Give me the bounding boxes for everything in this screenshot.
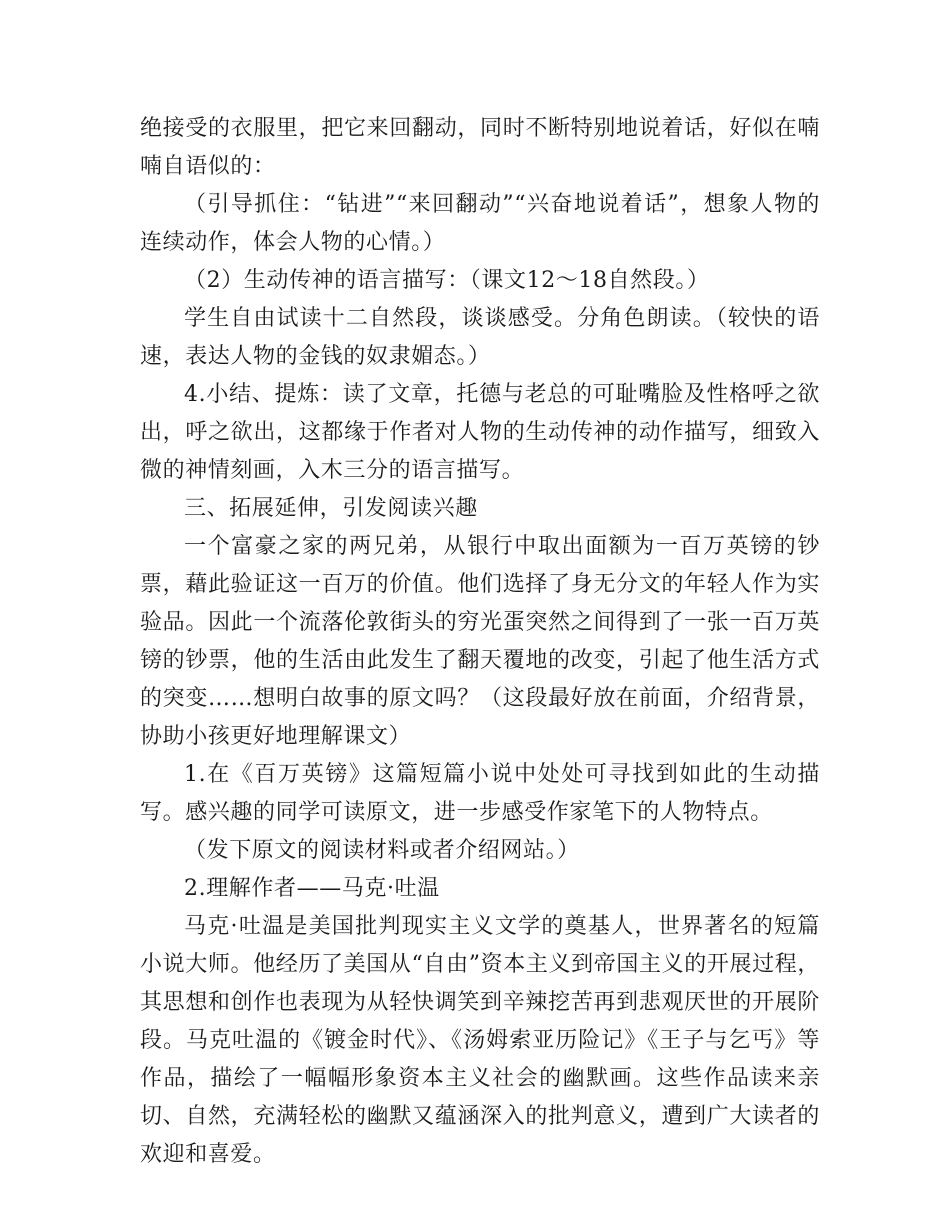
document-body xyxy=(140,110,820,1174)
paragraph-8: 1.在《百万英镑》这篇短篇小说中处处可寻找到如此的生动描写。感兴趣的同学可读原文，进一步感受作家笔下的人物特点。 xyxy=(140,762,820,825)
paragraph-4: 学生自由试读十二自然段，谈谈感受。分角色朗读。（较快的语速，表达人物的金钱的奴隶媚态。） xyxy=(140,306,820,369)
paragraph-11: 马克·吐温是美国批判现实主义文学的奠基人，世界著名的短篇小说大师。他经历了美国从“自由”资本主义到帝国主义的开展过程，其思想和创作也表现为从轻快调笑到辛辣挖苦再到悲观厌世的开展阶段。马克吐温的《镀金时代》、《汤姆索亚历险记》《王子与乞丐》等作品，描绘了一幅幅形象资本主义社会的幽默画。这些作品读来亲切、自然，充满轻松的幽默又蕴涵深入的批判意义，遭到广大读者的欢迎和喜爱。 xyxy=(140,914,820,1167)
paragraph-1: 绝接受的衣服里，把它来回翻动，同时不断特别地说着话，好似在喃喃自语似的： xyxy=(140,116,820,179)
paragraph-3: （2）生动传神的语言描写：（课文12～18自然段。） xyxy=(184,268,710,293)
paragraph-7: 一个富豪之家的两兄弟，从银行中取出面额为一百万英镑的钞票，藉此验证这一百万的价值。他们选择了身无分文的年轻人作为实验品。因此一个流落伦敦街头的穷光蛋突然之间得到了一张一百万英镑的钞票，他的生活由此发生了翻天覆地的改变，引起了他生活方式的突变……想明白故事的原文吗？（这段最好放在前面，介绍背景，协助小孩更好地理解课文） xyxy=(140,534,820,749)
paragraph-2: （引导抓住：“钻进”“来回翻动”“兴奋地说着话”，想象人物的连续动作，体会人物的心情。） xyxy=(140,192,820,255)
subheading-author: 2.理解作者——马克·吐温 xyxy=(184,876,440,901)
paragraph-5: 4.小结、提炼：读了文章，托德与老总的可耻嘴脸及性格呼之欲出，呼之欲出，这都缘于作者对人物的生动传神的动作描写，细致入微的神情刻画，入木三分的语言描写。 xyxy=(140,382,820,483)
section-heading: 三、拓展延伸，引发阅读兴趣 xyxy=(184,496,478,521)
paragraph-9: （发下原文的阅读材料或者介绍网站。） xyxy=(184,838,580,863)
